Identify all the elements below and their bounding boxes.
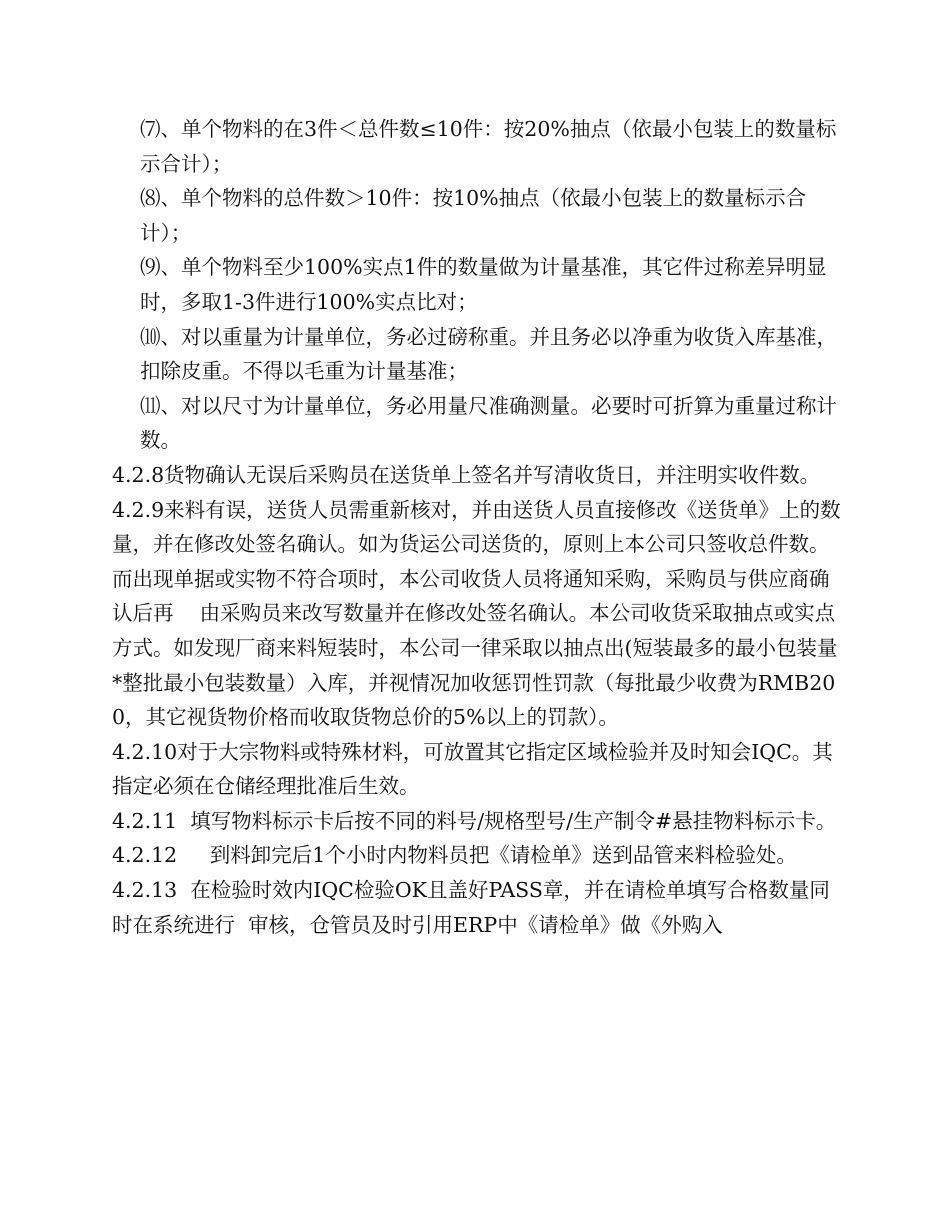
section-4-2-12: 4.2.12 到料卸完后1个小时内物料员把《请检单》送到品管来料检验处。 — [112, 843, 797, 868]
section-4-2-8: 4.2.8货物确认无误后采购员在送货单上签名并写清收货日，并注明实收件数。 — [112, 462, 821, 487]
clause-11: ⑾、对以尺寸为计量单位，务必用量尺准确测量。必要时可折算为重量过称计数。 — [140, 393, 837, 453]
document-body — [112, 112, 842, 942]
section-4-2-9: 4.2.9来料有误，送货人员需重新核对，并由送货人员直接修改《送货单》上的数量，并在修改处签名确认。如为货运公司送货的，原则上本公司只签收总件数。而出现单据或实物不符合项时，本公司收货人员将通知采购，采购员与供应商确认后再 由采购员来改写数量并在修改处签名确认。本公司收货采取抽点或实点方式。如发现厂商来料短装时，本公司一律采取以抽点出(短装最多的最小包装量*整批最小包装数量）入库，并视情况加收惩罚性罚款（每批最少收费为RMB200，其它视货物价格而收取货物总价的5%以上的罚款）。 — [112, 497, 841, 730]
clause-10: ⑽、对以重量为计量单位，务必过磅称重。并且务必以净重为收货入库基准，扣除皮重。不得以毛重为计量基准； — [140, 324, 837, 384]
section-4-2-11: 4.2.11 填写物料标示卡后按不同的料号/规格型号/生产制令#悬挂物料标示卡。 — [112, 808, 837, 833]
clause-8: ⑻、单个物料的总件数＞10件：按10%抽点（依最小包装上的数量标示合计）； — [140, 186, 807, 245]
section-4-2-13: 4.2.13 在检验时效内IQC检验OK且盖好PASS章，并在请检单填写合格数量同时在系统进行 审核，仓管员及时引用ERP中《请检单》做《外购入 — [112, 878, 830, 937]
clause-7: ⑺、单个物料的在3件＜总件数≤10件：按20%抽点（依最小包装上的数量标示合计）； — [140, 117, 837, 176]
section-4-2-10: 4.2.10对于大宗物料或特殊材料，可放置其它指定区域检验并及时知会IQC。其指定必须在仓储经理批准后生效。 — [112, 739, 833, 799]
clause-9: ⑼、单个物料至少100%实点1件的数量做为计量基准，其它件过称差异明显时，多取1-3件进行100%实点比对； — [140, 255, 827, 314]
